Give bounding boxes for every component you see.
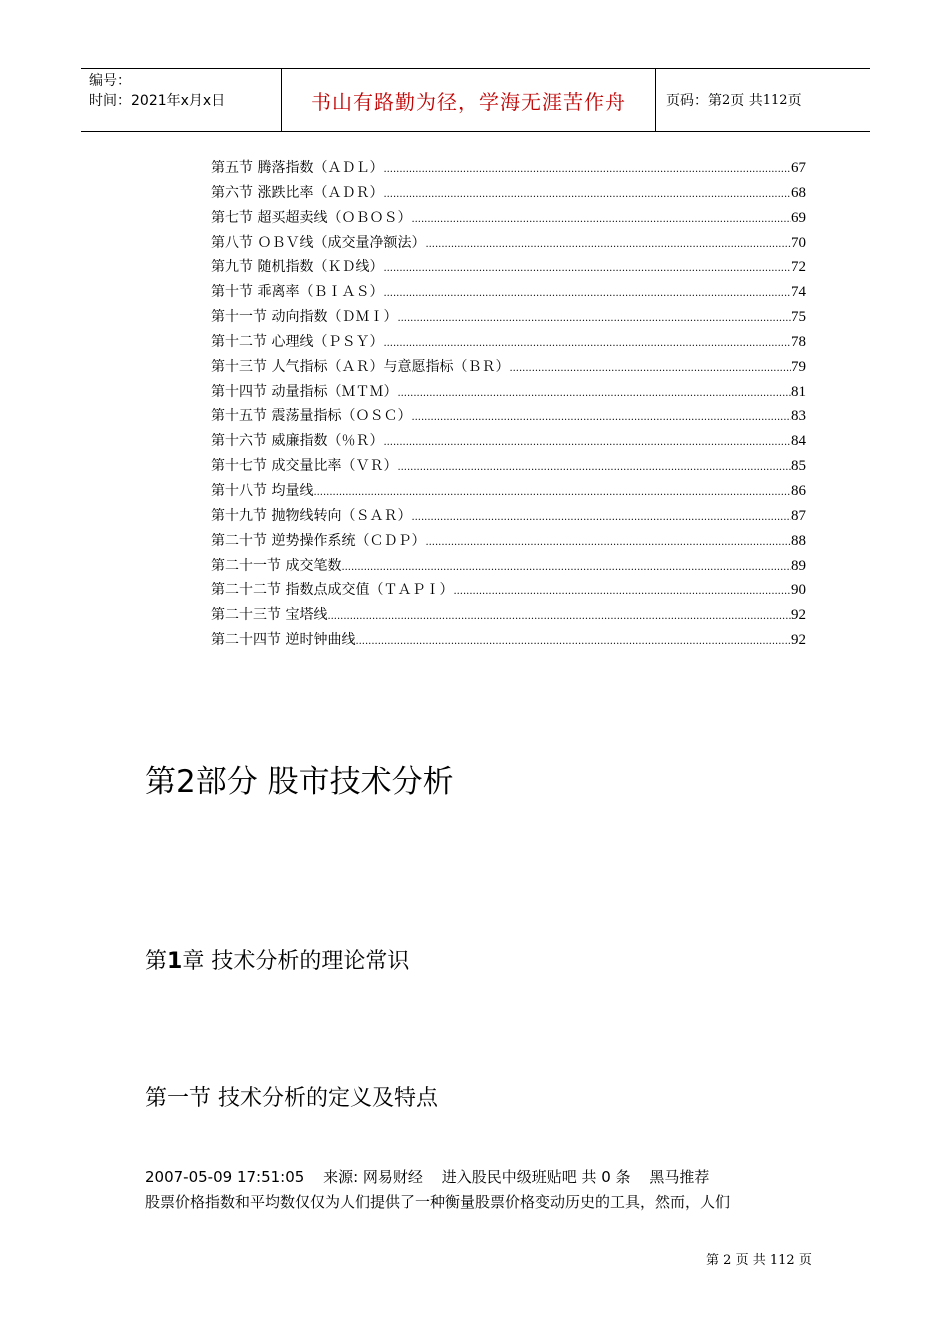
toc-entry-page: 79 [791, 358, 806, 375]
header-page-info [656, 69, 870, 131]
date-label: 时间：2021年x月x日 [89, 93, 226, 109]
toc-entry-label: 第二十四节 逆时钟曲线 [211, 632, 356, 649]
toc-entry-label: 第二十节 逆势操作系统（ＣＤＰ） [211, 532, 426, 549]
toc-entry-page: 74 [791, 284, 806, 301]
toc-leader-dots [355, 636, 791, 647]
page-total: 112 [762, 92, 788, 108]
table-of-contents [211, 157, 806, 654]
toc-leader-dots [341, 562, 791, 573]
toc-entry[interactable] [211, 207, 806, 232]
footer-mid: 页 共 [735, 1253, 766, 1268]
footer-total: 112 [769, 1253, 795, 1268]
toc-entry[interactable] [211, 555, 806, 580]
toc-entry-page: 78 [791, 333, 806, 350]
toc-leader-dots [327, 611, 791, 622]
toc-entry-label: 第九节 随机指数（ＫＤ线） [211, 259, 384, 276]
toc-entry[interactable] [211, 629, 806, 654]
page-suffix: 页 [787, 93, 802, 109]
toc-entry-page: 68 [791, 184, 806, 201]
page-prefix: 页码：第 [666, 93, 722, 109]
toc-entry-label: 第十六节 威廉指数（％Ｒ） [211, 433, 384, 450]
toc-entry-page: 92 [791, 632, 806, 649]
toc-leader-dots [411, 412, 791, 423]
toc-entry[interactable] [211, 579, 806, 604]
toc-leader-dots [425, 239, 791, 250]
toc-entry-page: 70 [791, 234, 806, 251]
toc-leader-dots [397, 313, 791, 324]
chapter-prefix: 第 [145, 949, 168, 974]
toc-entry-label: 第十八节 均量线 [211, 482, 314, 499]
meta-forum-link[interactable]: 进入股民中级班贴吧 共 0 条 [441, 1168, 631, 1186]
toc-leader-dots [425, 537, 791, 548]
toc-entry[interactable] [211, 157, 806, 182]
toc-entry-page: 87 [791, 507, 806, 524]
toc-entry[interactable] [211, 505, 806, 530]
footer-page: 2 [723, 1253, 732, 1268]
toc-entry-page: 67 [791, 160, 806, 176]
toc-entry[interactable] [211, 356, 806, 381]
page-header [81, 68, 870, 132]
toc-entry-label: 第二十二节 指数点成交值（ＴＡＰＩ） [211, 582, 454, 599]
toc-entry-label: 第六节 涨跌比率（ＡＤＲ） [211, 184, 384, 201]
toc-entry-page: 83 [791, 408, 806, 425]
toc-leader-dots [383, 288, 791, 299]
toc-leader-dots [383, 263, 791, 274]
toc-entry[interactable] [211, 182, 806, 207]
header-motto-cell [282, 69, 656, 131]
page-mid: 页 共 [730, 93, 763, 109]
toc-entry-label: 第十七节 成交量比率（ＶＲ） [211, 458, 398, 475]
toc-entry[interactable] [211, 306, 806, 331]
toc-entry[interactable] [211, 530, 806, 555]
toc-entry-label: 第十一节 动向指数（ＤＭＩ） [211, 309, 398, 326]
toc-entry-page: 84 [791, 433, 806, 450]
toc-leader-dots [313, 487, 791, 498]
toc-leader-dots [383, 338, 791, 349]
toc-leader-dots [453, 586, 791, 597]
toc-entry-page: 88 [791, 532, 806, 549]
toc-entry-page: 92 [791, 607, 806, 624]
chapter-title [145, 944, 409, 975]
toc-leader-dots [397, 388, 791, 399]
toc-entry-page: 90 [791, 582, 806, 599]
toc-entry-label: 第十五节 震荡量指标（ＯＳＣ） [211, 408, 412, 425]
toc-entry[interactable] [211, 430, 806, 455]
toc-entry-label: 第十三节 人气指标（ＡＲ）与意愿指标（ＢＲ） [211, 358, 510, 375]
toc-entry[interactable] [211, 480, 806, 505]
toc-leader-dots [383, 189, 791, 200]
toc-entry[interactable] [211, 604, 806, 629]
toc-entry-label: 第十二节 心理线（ＰＳＹ） [211, 333, 384, 350]
toc-leader-dots [383, 437, 791, 448]
footer-prefix: 第 [706, 1253, 720, 1268]
toc-entry-label: 第十节 乖离率（ＢＩＡＳ） [211, 284, 384, 301]
part-title: 第2部分 股市技术分析 [145, 764, 454, 800]
toc-entry-page: 72 [791, 259, 806, 276]
header-motto: 书山有路勤为径，学海无涯苦作舟 [311, 89, 626, 114]
toc-entry[interactable] [211, 232, 806, 257]
toc-leader-dots [411, 512, 791, 523]
toc-entry-page: 81 [791, 383, 806, 400]
footer-suffix: 页 [798, 1253, 812, 1268]
toc-entry[interactable] [211, 405, 806, 430]
toc-entry-label: 第二十一节 成交笔数 [211, 557, 342, 574]
section-title: 第一节 技术分析的定义及特点 [145, 1086, 438, 1111]
toc-entry-label: 第七节 超买超卖线（ＯＢＯＳ） [211, 209, 412, 226]
toc-entry-page: 85 [791, 458, 806, 475]
toc-entry-label: 第八节 ＯＢＶ线（成交量净额法） [211, 234, 426, 251]
meta-recommend-link[interactable]: 黑马推荐 [649, 1168, 710, 1186]
toc-leader-dots [509, 363, 791, 374]
toc-entry[interactable] [211, 281, 806, 306]
toc-entry-label: 第五节 腾落指数（ＡＤＬ） [211, 160, 384, 176]
chapter-number: 1 [167, 949, 183, 974]
toc-entry[interactable] [211, 381, 806, 406]
toc-entry-label: 第十四节 动量指标（ＭＴＭ） [211, 383, 398, 400]
toc-entry-label: 第十九节 抛物线转向（ＳＡＲ） [211, 507, 412, 524]
meta-source: 来源: 网易财经 [323, 1168, 423, 1186]
toc-entry-page: 75 [791, 309, 806, 326]
toc-entry-page: 69 [791, 209, 806, 226]
toc-entry[interactable] [211, 256, 806, 281]
header-info [81, 69, 282, 131]
meta-datetime: 2007-05-09 17:51:05 [145, 1168, 305, 1186]
toc-entry-page: 86 [791, 482, 806, 499]
page-footer [706, 1249, 812, 1268]
toc-entry[interactable] [211, 331, 806, 356]
body-paragraph: 股票价格指数和平均数仅仅为人们提供了一种衡量股票价格变动历史的工具，然而，人们 [145, 1193, 731, 1211]
toc-leader-dots [383, 164, 791, 175]
article-meta [145, 1166, 723, 1187]
code-label: 编号： [89, 73, 131, 89]
toc-entry-page: 89 [791, 557, 806, 574]
page-number: 2 [722, 92, 731, 108]
toc-entry-label: 第二十三节 宝塔线 [211, 607, 328, 624]
toc-leader-dots [411, 214, 791, 225]
toc-leader-dots [397, 462, 791, 473]
chapter-suffix: 章 技术分析的理论常识 [182, 949, 410, 974]
toc-entry[interactable] [211, 455, 806, 480]
